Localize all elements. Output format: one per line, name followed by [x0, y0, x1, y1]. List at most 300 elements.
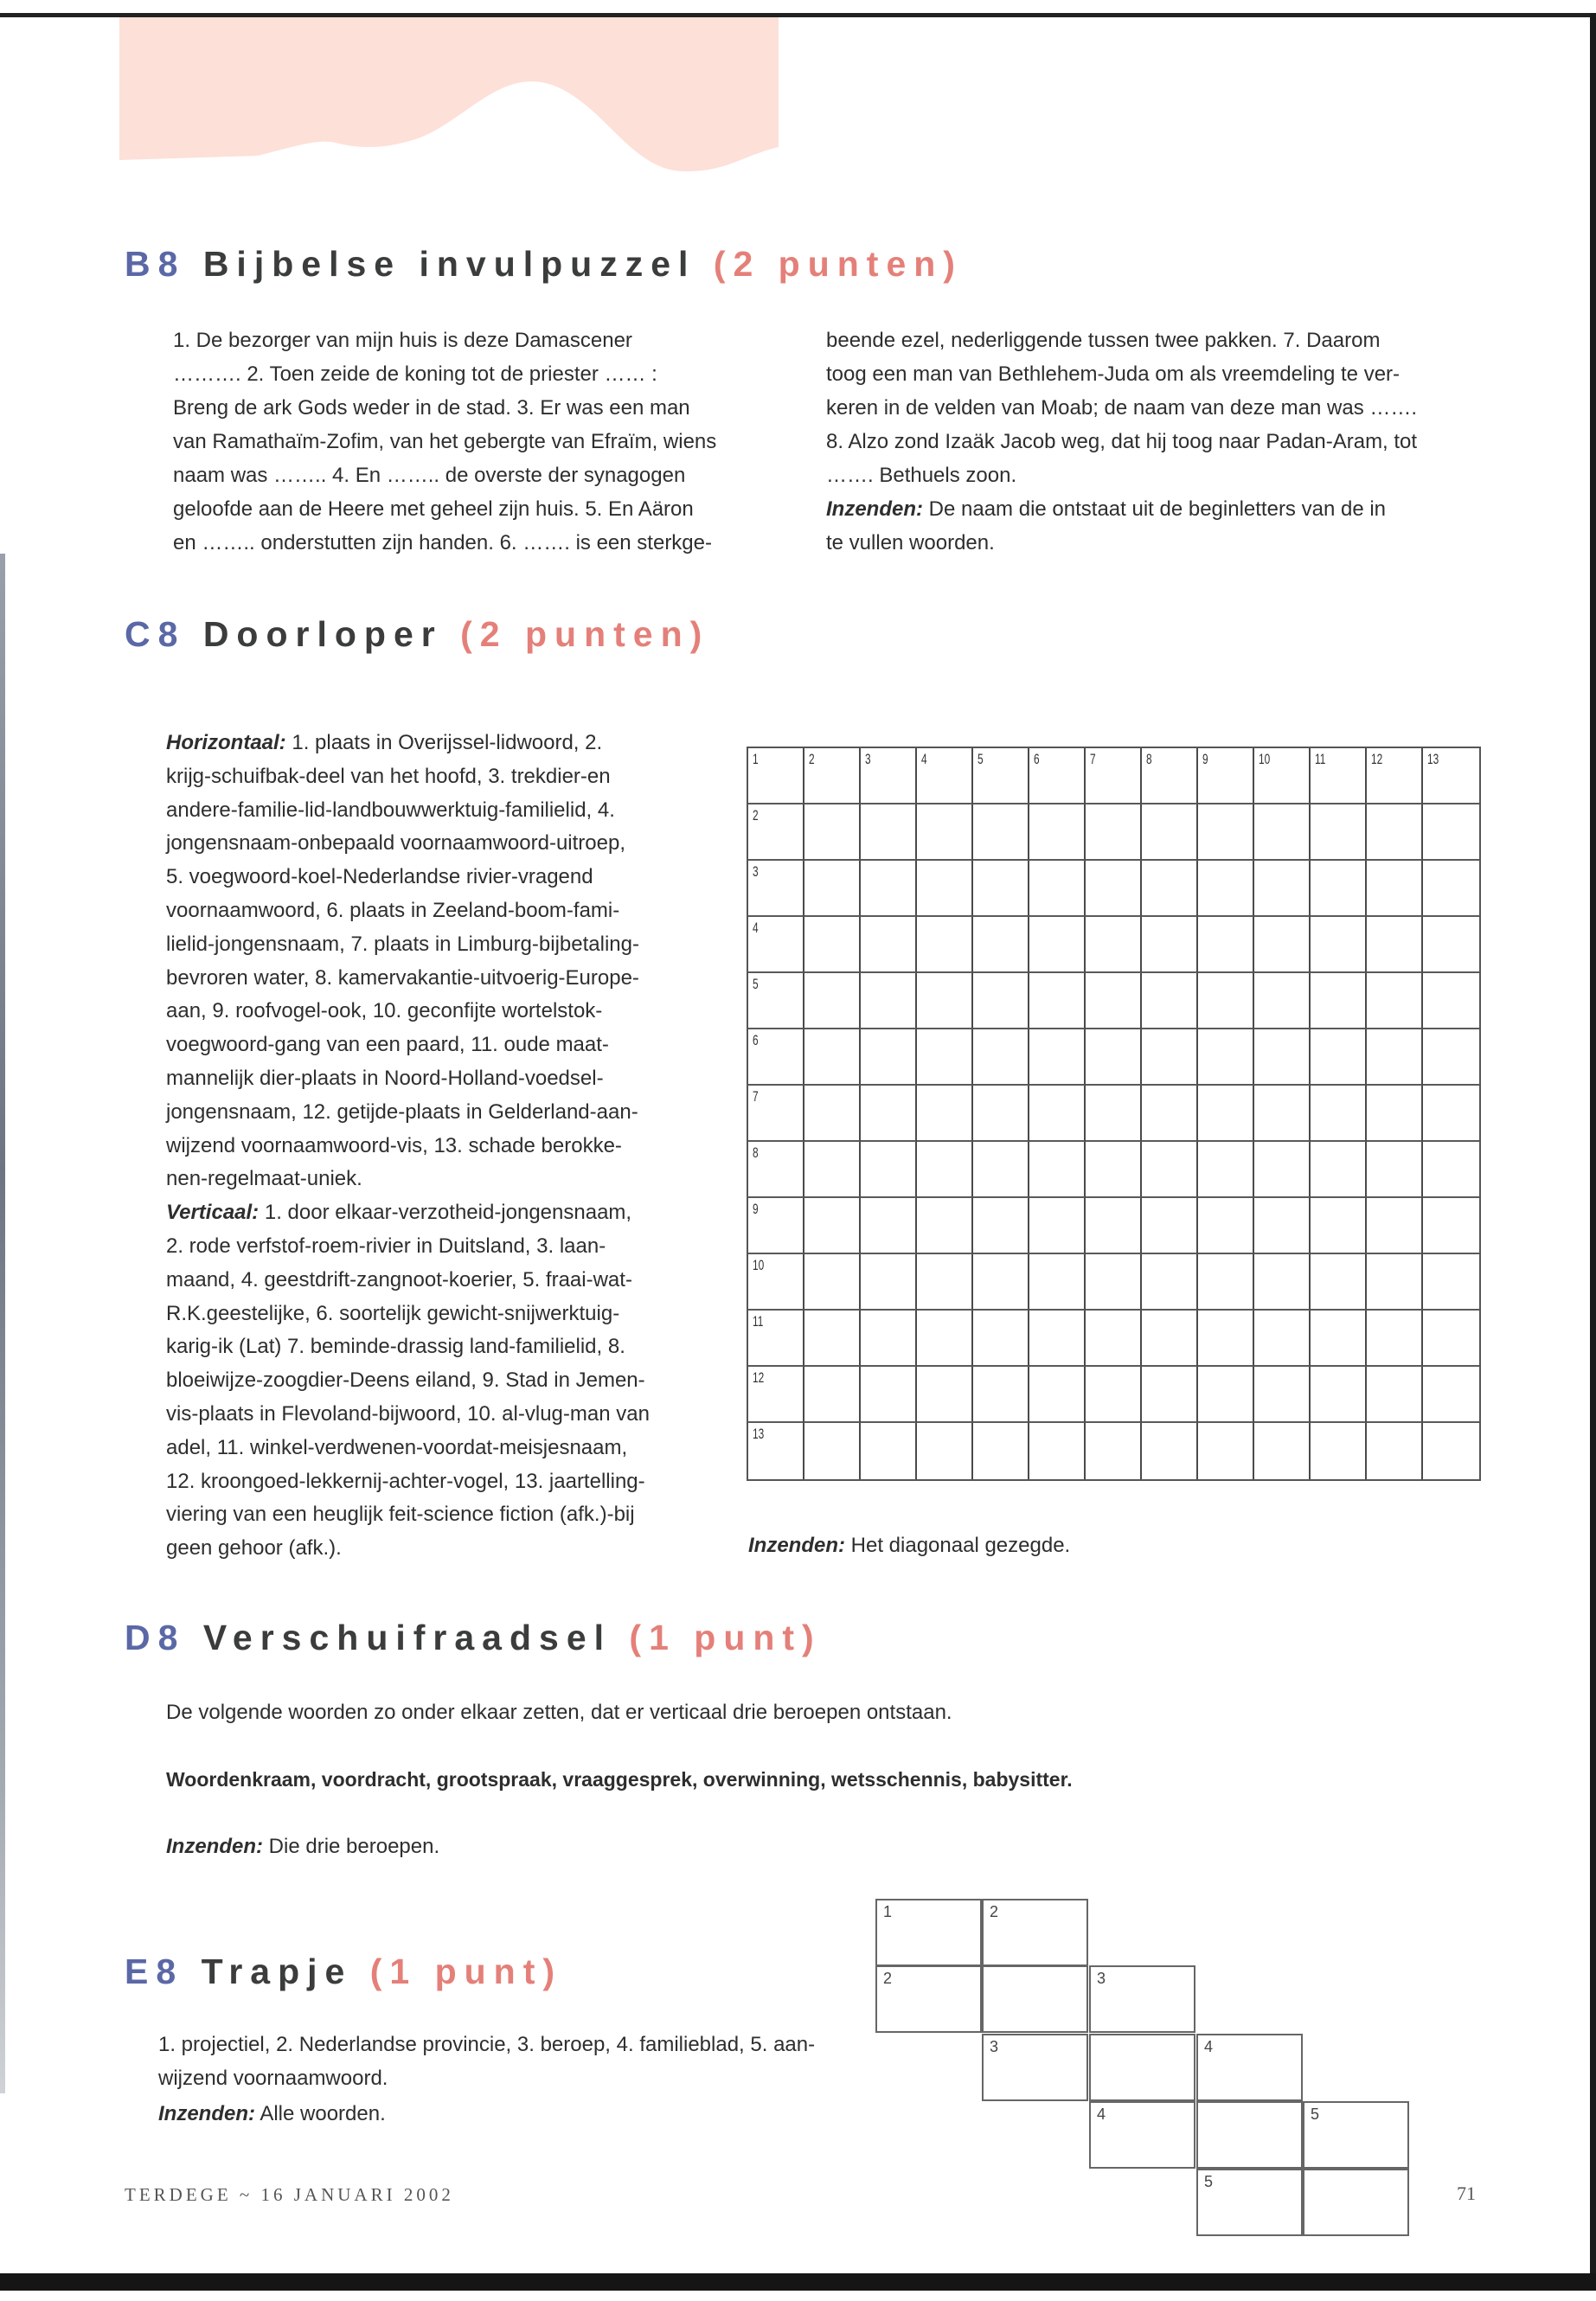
text-line: maand, 4. geestdrift-zangnoot-koerier, 5. fraai-wat-: [166, 1267, 632, 1292]
grid-cell[interactable]: [973, 1367, 1029, 1423]
clue-text: 1. door elkaar-verzotheid-jongensnaam,: [259, 1201, 632, 1225]
grid-cell[interactable]: [1086, 1311, 1142, 1367]
scan-edge-left: [0, 554, 5, 2093]
submit-label: Inzenden:: [166, 1835, 263, 1858]
text-line: viering van een heuglijk feit-science fiction (afk.)-bij: [166, 1503, 635, 1527]
grid-cell[interactable]: [1198, 861, 1254, 917]
grid-cell[interactable]: [861, 1311, 917, 1367]
grid-cell[interactable]: [748, 1142, 804, 1198]
grid-cell[interactable]: [1311, 1198, 1367, 1254]
grid-cell[interactable]: [861, 1367, 917, 1423]
grid-cell[interactable]: [1086, 748, 1142, 804]
grid-cell[interactable]: [748, 861, 804, 917]
grid-cell[interactable]: [1198, 1254, 1254, 1311]
text-line: naam was …….. 4. En …….. de overste der synagogen: [173, 464, 686, 487]
cell-number: 13: [1427, 751, 1439, 767]
grid-cell[interactable]: [748, 1198, 804, 1254]
grid-cell[interactable]: [804, 917, 861, 973]
cell-number: 5: [1204, 2173, 1214, 2190]
submit-text: Die drie beroepen.: [263, 1835, 440, 1858]
grid-cell[interactable]: [973, 748, 1029, 804]
grid-cell[interactable]: [1142, 748, 1198, 804]
text-line: voornaamwoord, 6. plaats in Zeeland-boom-fami-: [166, 898, 620, 922]
trapje-cell[interactable]: [982, 1899, 1088, 1966]
text-line: bevroren water, 8. kamervakantie-uitvoerig-Europe-: [166, 965, 639, 990]
grid-cell[interactable]: [748, 748, 804, 804]
cell-number: 1: [753, 751, 759, 767]
grid-cell[interactable]: [917, 1311, 973, 1367]
grid-cell[interactable]: [1029, 804, 1086, 861]
grid-cell[interactable]: [804, 1423, 861, 1479]
grid-cell[interactable]: [1423, 1367, 1479, 1423]
text-line: mannelijk dier-plaats in Noord-Holland-voedsel-: [166, 1066, 604, 1090]
submit-label: Inzenden:: [748, 1534, 845, 1557]
doorloper-grid: [747, 747, 1481, 1481]
grid-cell[interactable]: [917, 1142, 973, 1198]
section-heading-c8: [125, 614, 709, 655]
section-title: Verschuifraadsel: [202, 1618, 612, 1657]
text-line: geloofde aan de Heere met geheel zijn huis. 5. En Aäron: [173, 497, 694, 521]
grid-cell[interactable]: [861, 1142, 917, 1198]
text-line: jongensnaam, 12. getijde-plaats in Gelderland-aan-: [166, 1099, 638, 1124]
cell-number: 10: [753, 1257, 765, 1273]
grid-cell[interactable]: [1367, 748, 1423, 804]
trapje-cell[interactable]: [875, 1899, 982, 1966]
trapje-cell[interactable]: [1196, 2034, 1303, 2101]
grid-cell[interactable]: [748, 1311, 804, 1367]
grid-cell[interactable]: [1142, 1311, 1198, 1367]
grid-cell[interactable]: [1086, 804, 1142, 861]
cell-number: 8: [753, 1144, 759, 1161]
section-code: B8: [125, 244, 186, 284]
trapje-cell[interactable]: [982, 1965, 1088, 2033]
page-number: 71: [1457, 2182, 1476, 2204]
section-title: Doorloper: [202, 614, 443, 654]
grid-cell[interactable]: [1254, 1142, 1311, 1198]
grid-cell[interactable]: [1086, 1423, 1142, 1479]
grid-cell[interactable]: [748, 917, 804, 973]
grid-cell[interactable]: [1198, 1423, 1254, 1479]
clue-label: Horizontaal:: [166, 731, 286, 754]
cell-number: 5: [1311, 2106, 1320, 2123]
grid-cell[interactable]: [1367, 1254, 1423, 1311]
grid-cell[interactable]: [1311, 1367, 1367, 1423]
scan-border-right: [1590, 13, 1596, 2288]
grid-cell[interactable]: [1254, 1029, 1311, 1086]
grid-cell[interactable]: [1423, 804, 1479, 861]
grid-cell[interactable]: [861, 1423, 917, 1479]
grid-cell[interactable]: [1311, 917, 1367, 973]
grid-cell[interactable]: [861, 804, 917, 861]
text-line: keren in de velden van Moab; de naam van deze man was …….: [826, 396, 1418, 420]
clue-label: Verticaal:: [166, 1201, 260, 1225]
section-title: Trapje: [201, 1952, 353, 1991]
grid-cell[interactable]: [861, 861, 917, 917]
cell-number: 9: [753, 1201, 759, 1217]
trapje-cell[interactable]: [1196, 2101, 1303, 2169]
grid-cell[interactable]: [1367, 1142, 1423, 1198]
section-points: (2 punten): [713, 244, 963, 284]
cell-number: 3: [990, 2038, 999, 2055]
grid-cell[interactable]: [1142, 1086, 1198, 1142]
grid-cell[interactable]: [861, 973, 917, 1029]
text-line: ……. Bethuels zoon.: [826, 464, 1017, 487]
grid-cell[interactable]: [1029, 1254, 1086, 1311]
grid-cell[interactable]: [1367, 1198, 1423, 1254]
grid-cell[interactable]: [1086, 1198, 1142, 1254]
grid-cell[interactable]: [861, 1086, 917, 1142]
grid-cell[interactable]: [1198, 1367, 1254, 1423]
grid-cell[interactable]: [748, 1029, 804, 1086]
grid-cell[interactable]: [917, 1254, 973, 1311]
grid-cell[interactable]: [1029, 1029, 1086, 1086]
grid-cell[interactable]: [1198, 1029, 1254, 1086]
grid-cell[interactable]: [1142, 804, 1198, 861]
clue-label: Inzenden:: [826, 497, 923, 521]
text-line: beende ezel, nederliggende tussen twee pakken. 7. Daarom: [826, 329, 1381, 352]
grid-cell[interactable]: [1198, 1311, 1254, 1367]
grid-cell[interactable]: [973, 1142, 1029, 1198]
text-line: jongensnaam-onbepaald voornaamwoord-uitroep,: [166, 831, 626, 856]
cell-number: 4: [753, 920, 759, 936]
b8-left-column: [173, 324, 716, 560]
text-line: [166, 1196, 650, 1230]
section-heading-d8: [125, 1618, 822, 1658]
cell-number: 5: [753, 976, 759, 992]
text-line: lielid-jongensnaam, 7. plaats in Limburg-bijbetaling-: [166, 932, 639, 956]
e8-clues: [158, 2027, 815, 2130]
grid-cell[interactable]: [1198, 1142, 1254, 1198]
grid-cell[interactable]: [804, 1198, 861, 1254]
text-line: te vullen woorden.: [826, 531, 995, 554]
grid-cell[interactable]: [917, 973, 973, 1029]
grid-cell[interactable]: [861, 748, 917, 804]
cell-number: 6: [753, 1032, 759, 1048]
grid-cell[interactable]: [1423, 1254, 1479, 1311]
grid-cell[interactable]: [861, 917, 917, 973]
grid-cell[interactable]: [1029, 1198, 1086, 1254]
text-line: krijg-schuifbak-deel van het hoofd, 3. trekdier-en: [166, 764, 611, 788]
trapje-cell[interactable]: [1303, 2101, 1409, 2169]
text-line: voegwoord-gang van een paard, 11. oude maat-: [166, 1033, 609, 1057]
cell-number: 3: [753, 863, 759, 880]
grid-cell[interactable]: [1198, 804, 1254, 861]
text-line: R.K.geestelijke, 6. soortelijk gewicht-snijwerktuig-: [166, 1301, 620, 1325]
grid-cell[interactable]: [1142, 1423, 1198, 1479]
grid-cell[interactable]: [1311, 1254, 1367, 1311]
grid-cell[interactable]: [748, 1086, 804, 1142]
cell-number: 7: [753, 1088, 759, 1105]
clue-text: De naam die ontstaat uit de beginletters van de in: [923, 497, 1387, 521]
grid-cell[interactable]: [1086, 1029, 1142, 1086]
grid-cell[interactable]: [748, 1254, 804, 1311]
grid-cell[interactable]: [1311, 861, 1367, 917]
grid-cell[interactable]: [1423, 973, 1479, 1029]
trapje-cell[interactable]: [1089, 1965, 1195, 2033]
grid-cell[interactable]: [1311, 1423, 1367, 1479]
grid-cell[interactable]: [1142, 861, 1198, 917]
text-line: wijzend voornaamwoord-vis, 13. schade berokke-: [166, 1133, 622, 1157]
grid-cell[interactable]: [1254, 973, 1311, 1029]
grid-cell[interactable]: [1423, 1142, 1479, 1198]
grid-cell[interactable]: [1142, 973, 1198, 1029]
cell-number: 2: [753, 807, 759, 824]
d8-instruction: De volgende woorden zo onder elkaar zetten, dat er verticaal drie beroepen ontstaan.: [166, 1701, 952, 1724]
cell-number: 2: [990, 1903, 999, 1920]
text-line: adel, 11. winkel-verdwenen-voordat-meisjesnaam,: [166, 1435, 628, 1459]
grid-cell[interactable]: [917, 1423, 973, 1479]
e8-clue-line: wijzend voornaamwoord.: [158, 2067, 388, 2090]
text-line: 8. Alzo zond Izaäk Jacob weg, dat hij toog naar Padan-Aram, tot: [826, 430, 1418, 453]
section-heading-e8: [125, 1952, 562, 1992]
cell-number: 6: [1034, 751, 1040, 767]
trapje-cell[interactable]: [1196, 2169, 1303, 2236]
grid-cell[interactable]: [1254, 748, 1311, 804]
e8-submit: [158, 2096, 815, 2130]
trapje-cell[interactable]: [982, 2034, 1088, 2101]
text-line: en …….. onderstutten zijn handen. 6. ……. is een sterkge-: [173, 531, 712, 554]
d8-submit: [166, 1830, 439, 1863]
d8-words: Woordenkraam, voordracht, grootspraak, vraaggesprek, overwinning, wetsschennis, babysitter.: [166, 1768, 1073, 1791]
text-line: 5. voegwoord-koel-Nederlandse rivier-vragend: [166, 865, 593, 889]
c8-submit: [748, 1529, 1070, 1562]
grid-cell[interactable]: [1142, 1254, 1198, 1311]
text-line: karig-ik (Lat) 7. beminde-drassig land-familielid, 8.: [166, 1335, 625, 1359]
grid-cell[interactable]: [804, 804, 861, 861]
grid-cell[interactable]: [1367, 1423, 1423, 1479]
grid-cell[interactable]: [1423, 1086, 1479, 1142]
cell-number: 9: [1202, 751, 1208, 767]
grid-cell[interactable]: [1029, 1086, 1086, 1142]
grid-cell[interactable]: [1423, 1423, 1479, 1479]
grid-cell[interactable]: [861, 1254, 917, 1311]
grid-cell[interactable]: [973, 861, 1029, 917]
grid-cell[interactable]: [1311, 973, 1367, 1029]
grid-cell[interactable]: [1311, 804, 1367, 861]
grid-cell[interactable]: [1142, 1367, 1198, 1423]
submit-text: Alle woorden.: [255, 2102, 386, 2125]
grid-cell[interactable]: [917, 861, 973, 917]
grid-cell[interactable]: [1311, 1029, 1367, 1086]
cell-number: 11: [1315, 751, 1326, 767]
grid-cell[interactable]: [1254, 917, 1311, 973]
grid-cell[interactable]: [1423, 1311, 1479, 1367]
grid-cell[interactable]: [1086, 861, 1142, 917]
grid-cell[interactable]: [1142, 1198, 1198, 1254]
trapje-cell[interactable]: [1089, 2101, 1195, 2169]
text-line: Breng de ark Gods weder in de stad. 3. Er was een man: [173, 396, 690, 420]
grid-cell[interactable]: [1367, 1311, 1423, 1367]
grid-cell[interactable]: [748, 1423, 804, 1479]
text-line: van Ramathaïm-Zofim, van het gebergte van Efraïm, wiens: [173, 430, 717, 453]
grid-cell[interactable]: [1367, 1086, 1423, 1142]
cell-number: 4: [1097, 2106, 1106, 2123]
grid-cell[interactable]: [917, 917, 973, 973]
grid-cell[interactable]: [1086, 1086, 1142, 1142]
grid-cell[interactable]: [917, 1086, 973, 1142]
grid-cell[interactable]: [748, 1367, 804, 1423]
grid-cell[interactable]: [861, 1029, 917, 1086]
text-line: ………. 2. Toen zeide de koning tot de priester …… :: [173, 362, 657, 386]
cell-number: 1: [883, 1903, 893, 1920]
grid-cell[interactable]: [804, 748, 861, 804]
grid-cell[interactable]: [1367, 917, 1423, 973]
section-code: C8: [125, 614, 186, 654]
section-points: (2 punten): [460, 614, 710, 654]
cell-number: 7: [1090, 751, 1096, 767]
grid-cell[interactable]: [1254, 1198, 1311, 1254]
section-code: D8: [125, 1618, 186, 1657]
grid-cell[interactable]: [804, 1029, 861, 1086]
grid-cell[interactable]: [973, 1198, 1029, 1254]
text-line: andere-familie-lid-landbouwwerktuig-familielid, 4.: [166, 798, 615, 822]
b8-right-column: [826, 324, 1417, 560]
grid-cell[interactable]: [1029, 1367, 1086, 1423]
trapje-cell[interactable]: [1303, 2169, 1409, 2236]
grid-cell[interactable]: [1254, 1086, 1311, 1142]
grid-cell[interactable]: [804, 1367, 861, 1423]
grid-cell[interactable]: [1367, 861, 1423, 917]
grid-cell[interactable]: [973, 1254, 1029, 1311]
grid-cell[interactable]: [861, 1198, 917, 1254]
grid-cell[interactable]: [1086, 1254, 1142, 1311]
grid-cell[interactable]: [1254, 1254, 1311, 1311]
grid-cell[interactable]: [1254, 1367, 1311, 1423]
grid-cell[interactable]: [1086, 917, 1142, 973]
text-line: 2. rode verfstof-roem-rivier in Duitsland, 3. laan-: [166, 1234, 606, 1258]
grid-cell[interactable]: [1198, 1198, 1254, 1254]
grid-cell[interactable]: [973, 917, 1029, 973]
grid-cell[interactable]: [804, 1311, 861, 1367]
grid-cell[interactable]: [973, 1086, 1029, 1142]
clue-text: 1. plaats in Overijssel-lidwoord, 2.: [285, 731, 603, 754]
grid-cell[interactable]: [917, 748, 973, 804]
grid-cell[interactable]: [1029, 973, 1086, 1029]
cell-number: 12: [753, 1369, 765, 1386]
trapje-cell[interactable]: [1089, 2034, 1195, 2101]
grid-cell[interactable]: [1029, 1142, 1086, 1198]
grid-cell[interactable]: [973, 1029, 1029, 1086]
grid-cell[interactable]: [1423, 917, 1479, 973]
section-heading-b8: [125, 244, 963, 285]
grid-cell[interactable]: [1423, 1198, 1479, 1254]
grid-cell[interactable]: [917, 804, 973, 861]
text-line: geen gehoor (afk.).: [166, 1536, 342, 1561]
cell-number: 12: [1371, 751, 1383, 767]
grid-cell[interactable]: [1311, 1086, 1367, 1142]
cell-number: 8: [1146, 751, 1152, 767]
grid-cell[interactable]: [804, 1086, 861, 1142]
grid-cell[interactable]: [1423, 748, 1479, 804]
submit-label: Inzenden:: [158, 2102, 255, 2125]
cell-number: 13: [753, 1426, 765, 1442]
grid-cell[interactable]: [1198, 1086, 1254, 1142]
grid-cell[interactable]: [1029, 917, 1086, 973]
grid-cell[interactable]: [917, 1029, 973, 1086]
section-title: Bijbelse invulpuzzel: [202, 244, 696, 284]
grid-cell[interactable]: [1311, 748, 1367, 804]
text-line: vis-plaats in Flevoland-bijwoord, 10. al-vlug-man van: [166, 1401, 650, 1426]
decorative-pink-banner: [119, 17, 779, 177]
grid-cell[interactable]: [1198, 973, 1254, 1029]
grid-cell[interactable]: [1029, 1311, 1086, 1367]
grid-cell[interactable]: [1086, 973, 1142, 1029]
grid-cell[interactable]: [973, 1311, 1029, 1367]
cell-number: 2: [883, 1970, 893, 1987]
text-line: 12. kroongoed-lekkernij-achter-vogel, 13. jaartelling-: [166, 1469, 645, 1493]
grid-cell[interactable]: [973, 1423, 1029, 1479]
e8-clue-line: 1. projectiel, 2. Nederlandse provincie, 3. beroep, 4. familieblad, 5. aan-: [158, 2033, 816, 2056]
cell-number: 5: [977, 751, 984, 767]
cell-number: 11: [753, 1313, 764, 1330]
grid-cell[interactable]: [1311, 1311, 1367, 1367]
cell-number: 3: [865, 751, 871, 767]
grid-cell[interactable]: [1311, 1142, 1367, 1198]
grid-cell[interactable]: [1142, 1142, 1198, 1198]
grid-cell[interactable]: [973, 973, 1029, 1029]
section-points: (1 punt): [369, 1952, 563, 1991]
text-line: toog een man van Bethlehem-Juda om als vreemdeling te ver-: [826, 362, 1401, 386]
cell-number: 4: [921, 751, 927, 767]
grid-cell[interactable]: [1029, 748, 1086, 804]
scan-border-bottom: [0, 2273, 1596, 2291]
grid-cell[interactable]: [917, 1198, 973, 1254]
text-line: nen-regelmaat-uniek.: [166, 1167, 362, 1191]
submit-text: Het diagonaal gezegde.: [845, 1534, 1071, 1557]
grid-cell[interactable]: [1254, 1311, 1311, 1367]
trapje-cell[interactable]: [875, 1965, 982, 2033]
grid-cell[interactable]: [1198, 748, 1254, 804]
cell-number: 10: [1259, 751, 1271, 767]
text-line: [826, 492, 1417, 526]
grid-cell[interactable]: [1423, 861, 1479, 917]
cell-number: 2: [809, 751, 815, 767]
grid-cell[interactable]: [748, 804, 804, 861]
section-points: (1 punt): [629, 1618, 822, 1657]
grid-cell[interactable]: [748, 973, 804, 1029]
text-line: aan, 9. roofvogel-ook, 10. geconfijte wortelstok-: [166, 999, 603, 1023]
grid-cell[interactable]: [1142, 1029, 1198, 1086]
grid-cell[interactable]: [804, 1254, 861, 1311]
cell-number: 4: [1204, 2038, 1214, 2055]
grid-cell[interactable]: [1142, 917, 1198, 973]
grid-cell[interactable]: [1367, 1367, 1423, 1423]
grid-cell[interactable]: [1086, 1142, 1142, 1198]
text-line: bloeiwijze-zoogdier-Deens eiland, 9. Stad in Jemen-: [166, 1368, 645, 1393]
grid-cell[interactable]: [973, 804, 1029, 861]
grid-cell[interactable]: [1029, 1423, 1086, 1479]
cell-number: 3: [1097, 1970, 1106, 1987]
c8-clues: [166, 727, 650, 1566]
grid-cell[interactable]: [804, 973, 861, 1029]
grid-cell[interactable]: [1198, 917, 1254, 973]
grid-cell[interactable]: [1029, 861, 1086, 917]
grid-cell[interactable]: [1254, 861, 1311, 917]
grid-cell[interactable]: [1254, 804, 1311, 861]
grid-cell[interactable]: [1367, 973, 1423, 1029]
footer-publication: TERDEGE ~ 16 JANUARI 2002: [125, 2184, 454, 2205]
grid-cell[interactable]: [1367, 804, 1423, 861]
text-line: 1. De bezorger van mijn huis is deze Damascener: [173, 329, 632, 352]
grid-cell[interactable]: [1423, 1029, 1479, 1086]
section-code: E8: [125, 1952, 184, 1991]
grid-cell[interactable]: [804, 1142, 861, 1198]
grid-cell[interactable]: [1086, 1367, 1142, 1423]
grid-cell[interactable]: [804, 861, 861, 917]
grid-cell[interactable]: [917, 1367, 973, 1423]
grid-cell[interactable]: [1254, 1423, 1311, 1479]
grid-cell[interactable]: [1367, 1029, 1423, 1086]
